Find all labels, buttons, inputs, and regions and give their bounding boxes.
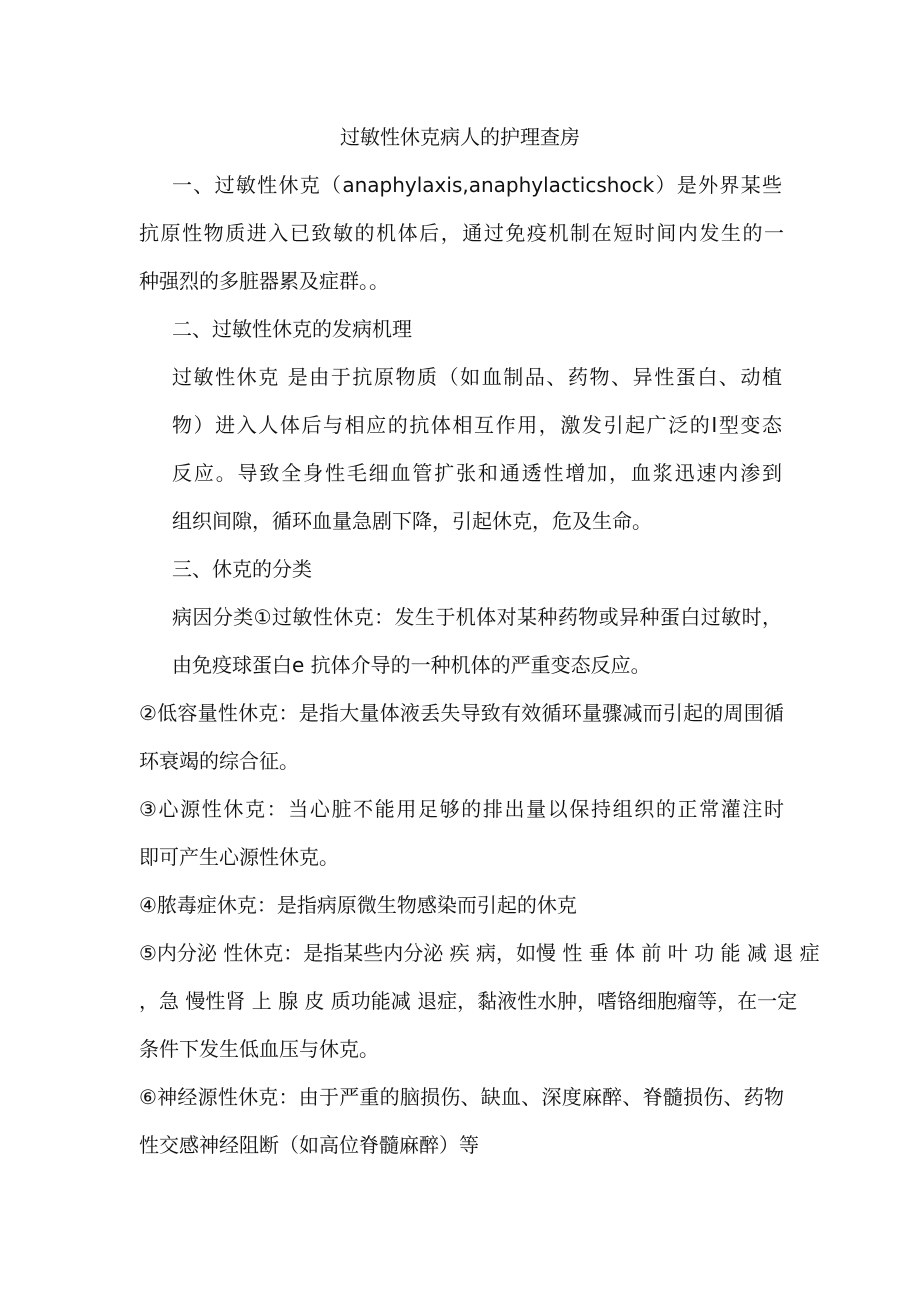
para-line: 一、过敏性休克（anaphylaxis,anaphylacticshock）是外界某些: [172, 173, 782, 197]
para-line: ②低容量性休克：是指大量体液丢失导致有效循环量骤减而引起的周围循: [139, 701, 784, 725]
section-heading: 二、过敏性休克的发病机理: [172, 317, 412, 341]
para-line: 抗原性物质进入已致敏的机体后，通过免疫机制在短时间内发生的一: [139, 221, 784, 245]
para-line: 性交感神经阻断（如高位脊髓麻醉）等: [139, 1133, 479, 1157]
para-line: ④脓毒症休克：是指病原微生物感染而引起的休克: [139, 893, 577, 917]
para-line: ③心源性休克：当心脏不能用足够的排出量以保持组织的正常灌注时: [139, 797, 784, 821]
para-line: ⑤内分泌 性休克：是指某些内分泌 疾 病，如慢 性 垂 体 前 叶 功 能 减 退 症: [139, 941, 820, 965]
para-line: 条件下发生低血压与休克。: [139, 1037, 379, 1061]
para-line: 过敏性休克 是由于抗原物质（如血制品、药物、异性蛋白、动植: [172, 365, 782, 389]
para-line: 病因分类①过敏性休克：发生于机体对某种药物或异种蛋白过敏时，: [172, 605, 782, 629]
para-line: 由免疫球蛋白e 抗体介导的一种机体的严重变态反应。: [172, 653, 651, 677]
para-line: ，急 慢性肾 上 腺 皮 质功能减 退症，黏液性水肿，嗜铬细胞瘤等，在一定: [139, 989, 798, 1013]
para-line: 反应。导致全身性毛细血管扩张和通透性增加，血浆迅速内渗到: [172, 461, 782, 485]
para-line: 物）进入人体后与相应的抗体相互作用，激发引起广泛的Ⅰ型变态: [172, 413, 782, 437]
para-line: 环衰竭的综合征。: [139, 749, 299, 773]
para-line: 组织间隙，循环血量急剧下降，引起休克，危及生命。: [172, 509, 652, 533]
section-heading: 三、休克的分类: [172, 557, 312, 581]
document-title: 过敏性休克病人的护理查房: [340, 125, 580, 149]
para-line: 即可产生心源性休克。: [139, 845, 339, 869]
para-line: 种强烈的多脏器累及症群。。: [139, 269, 389, 293]
para-line: ⑥神经源性休克：由于严重的脑损伤、缺血、深度麻醉、脊髓损伤、药物: [139, 1085, 784, 1109]
